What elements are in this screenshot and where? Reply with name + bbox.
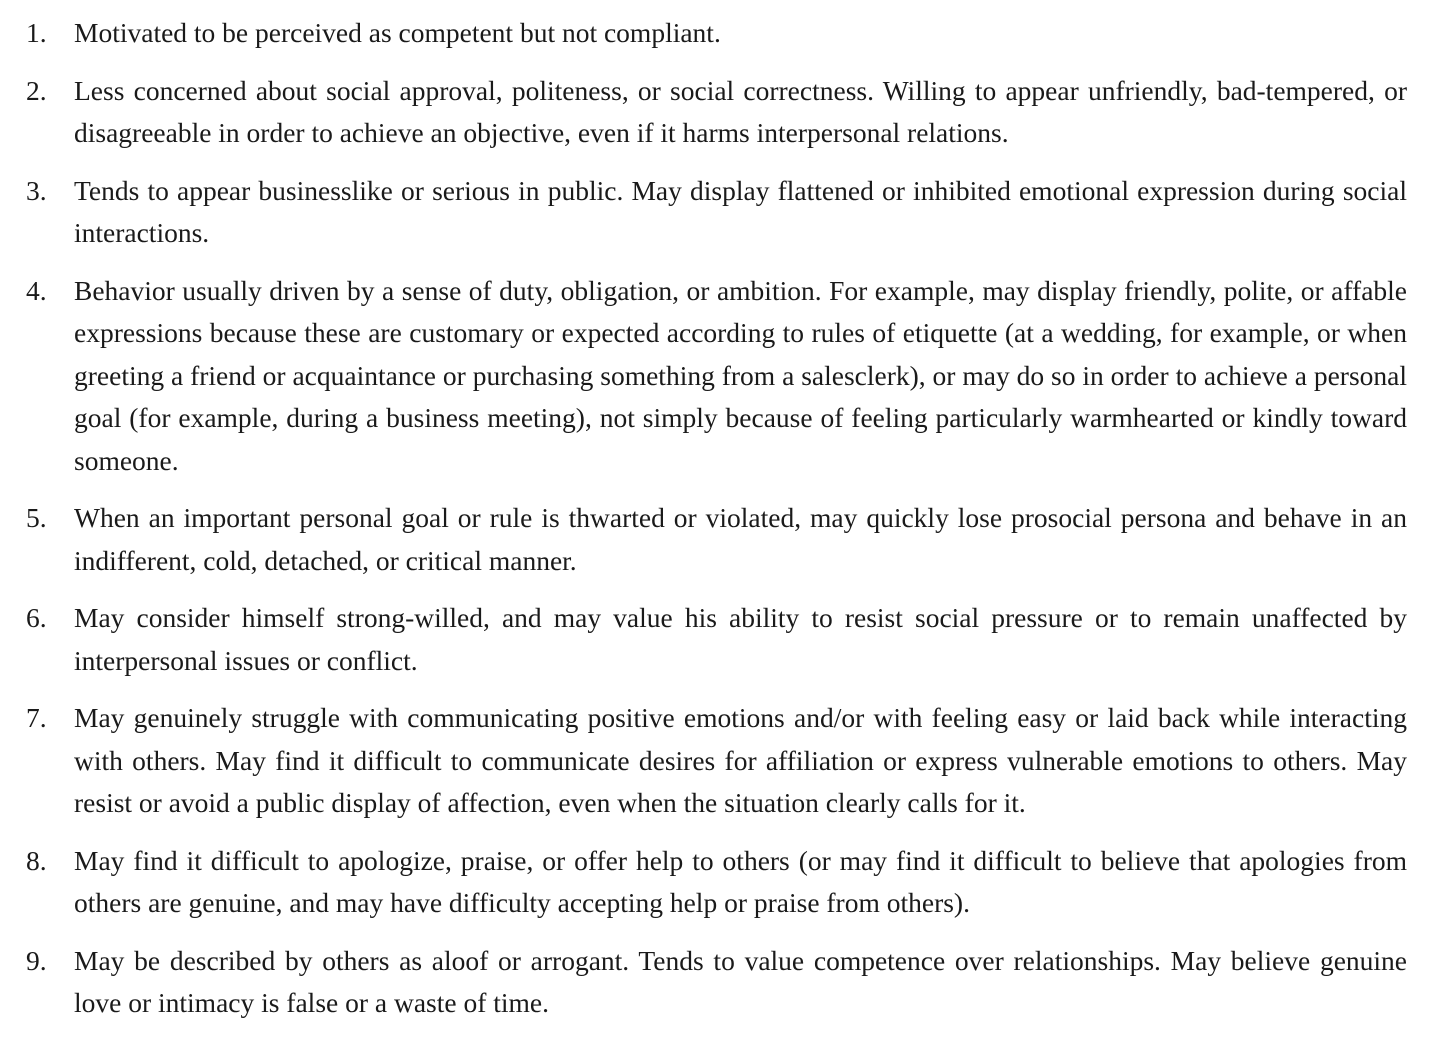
item-number: 3. <box>26 174 47 206</box>
item-number: 4. <box>26 274 47 306</box>
item-number: 9. <box>26 944 47 976</box>
item-text: May find it difficult to apologize, praise, or offer help to others (or may find it difficult to believe that apologies from others are genuine, and may have difficulty accepting help or praise from others). <box>74 844 1407 918</box>
list-item <box>26 170 1407 255</box>
item-text: Tends to appear businesslike or serious in public. May display flattened or inhibited emotional expression during social interactions. <box>74 174 1407 248</box>
list-item <box>26 12 1407 55</box>
list-item <box>26 940 1407 1025</box>
list-item <box>26 597 1407 682</box>
list-item <box>26 497 1407 582</box>
item-number: 7. <box>26 702 47 733</box>
item-number: 6. <box>26 602 47 633</box>
item-text: May consider himself strong-willed, and may value his ability to resist social pressure or to remain unaffected by interpersonal issues or conflict. <box>74 602 1407 676</box>
list-item <box>26 840 1407 925</box>
item-text: Less concerned about social approval, politeness, or social correctness. Willing to appear unfriendly, bad-tempered, or disagreeable in order to achieve an objective, even if it harms interpersonal relations. <box>74 74 1407 148</box>
numbered-list <box>26 12 1407 1040</box>
list-item <box>26 70 1407 155</box>
item-number: 2. <box>26 74 47 106</box>
item-number: 1. <box>26 17 47 48</box>
list-item <box>26 697 1407 825</box>
item-text: May be described by others as aloof or arrogant. Tends to value competence over relationships. May believe genuine love or intimacy is false or a waste of time. <box>74 944 1407 1018</box>
item-number: 8. <box>26 844 47 876</box>
item-text: Motivated to be perceived as competent but not compliant. <box>74 17 721 48</box>
item-number: 5. <box>26 502 47 533</box>
item-text: Behavior usually driven by a sense of duty, obligation, or ambition. For example, may display friendly, polite, or affable expressions because these are customary or expected according to rules of etiquette (at a wedding, for example, or when greeting a friend or acquaintance or purchasing something from a salesclerk), or may do so in order to achieve a personal goal (for example, during a business meeting), not simply because of feeling particularly warmhearted or kindly toward someone. <box>74 274 1407 476</box>
list-item <box>26 270 1407 483</box>
item-text: May genuinely struggle with communicating positive emotions and/or with feeling easy or laid back while interacting with others. May find it difficult to communicate desires for affiliation or express vulnerable emotions to others. May resist or avoid a public display of affection, even when the situation clearly calls for it. <box>74 702 1407 818</box>
item-text: When an important personal goal or rule is thwarted or violated, may quickly lose prosocial persona and behave in an indifferent, cold, detached, or critical manner. <box>74 502 1407 576</box>
